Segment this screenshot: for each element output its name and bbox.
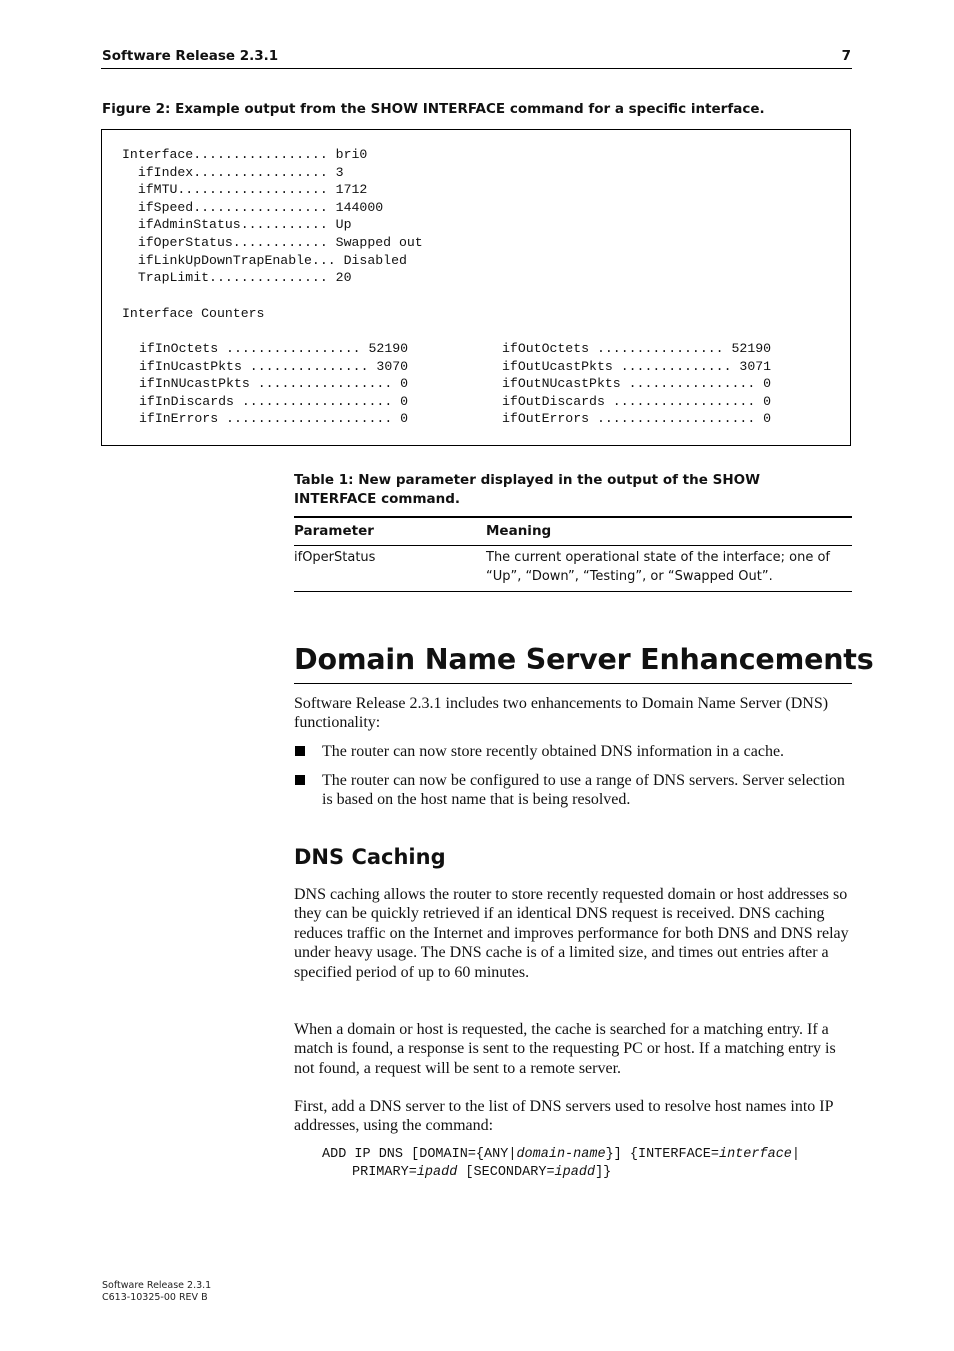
counter-line-in: ifInUcastPkts ............... 3070: [139, 358, 409, 374]
code-output-box: [101, 129, 851, 446]
code-line: ifIndex................. 3: [122, 164, 344, 180]
page-number: 7: [841, 48, 851, 64]
code-line: ifOperStatus............ Swapped out: [122, 235, 423, 250]
command-syntax-line-1: ADD IP DNS [DOMAIN={ANY|domain-name}] {INTERFACE=interface|: [322, 1147, 801, 1162]
table-caption: Table 1: New parameter displayed in the output of the SHOW INTERFACE command.: [294, 472, 760, 507]
table-header-parameter: Parameter: [294, 523, 374, 539]
table-cell-meaning: The current operational state of the interface; one of “Up”, “Down”, “Testing”, or “Swapped Out”.: [486, 550, 831, 584]
code-line: Interface Counters: [122, 306, 265, 321]
paragraph: When a domain or host is requested, the cache is searched for a matching entry. If a match is found, a response is sent to the requesting PC or host. If a matching entry is not found, a request will be sent to a remote server.: [294, 1021, 836, 1077]
footer-doc-number: C613-10325-00 REV B: [102, 1292, 208, 1303]
section-heading-rule: [294, 683, 852, 684]
counter-line-out: ifOutErrors .................... 0: [502, 411, 772, 427]
figure-caption: Figure 2: Example output from the SHOW INTERFACE command for a specific interface.: [102, 101, 765, 117]
section-heading: Domain Name Server Enhancements: [294, 643, 874, 676]
paragraph: DNS caching allows the router to store recently requested domain or host addresses so they can be quickly retrieved if an identical DNS request is received. DNS caching reduces traffic on the Internet and improves performance for both DNS and DNS relay under heavy usage. The DNS cache is of a limited size, and times out entries after a specified period of up to 60 minutes.: [294, 886, 849, 981]
counter-line-in: ifInOctets ................. 52190: [139, 341, 409, 356]
counter-line-out: ifOutNUcastPkts ................ 0: [502, 376, 772, 392]
code-line: ifMTU................... 1712: [122, 182, 368, 198]
counter-line-out: ifOutUcastPkts .............. 3071: [502, 358, 772, 374]
code-line: Interface................. bri0: [122, 147, 368, 162]
counter-line-in: ifInErrors ..................... 0: [139, 411, 409, 427]
table-header-rule: [294, 545, 852, 546]
code-line: ifLinkUpDownTrapEnable... Disabled: [122, 252, 407, 268]
counter-line-out: ifOutDiscards .................. 0: [502, 393, 772, 409]
footer-release: Software Release 2.3.1: [102, 1280, 212, 1291]
code-line: TrapLimit............... 20: [122, 270, 352, 286]
code-line: ifAdminStatus........... Up: [122, 217, 352, 233]
command-syntax-line-2: PRIMARY=ipadd [SECONDARY=ipadd]}: [352, 1164, 612, 1180]
table-bottom-rule: [294, 591, 852, 592]
bullet-item: The router can now be configured to use a range of DNS servers. Server selection is based on the host name that is being resolved.: [322, 772, 845, 809]
section-intro: Software Release 2.3.1 includes two enhancements to Domain Name Server (DNS) functionality:: [294, 695, 829, 732]
table-cell-parameter: ifOperStatus: [294, 550, 376, 565]
bullet-square-icon: [295, 746, 305, 756]
bullet-square-icon: [295, 775, 305, 785]
table-top-rule: [294, 516, 852, 518]
paragraph: First, add a DNS server to the list of DNS servers used to resolve host names into IP addresses, using the command:: [294, 1098, 833, 1135]
running-header-title: Software Release 2.3.1: [102, 48, 279, 64]
counter-line-in: ifInDiscards ................... 0: [139, 393, 409, 409]
bullet-item: The router can now store recently obtained DNS information in a cache.: [322, 743, 785, 760]
subsection-heading: DNS Caching: [294, 845, 446, 869]
counter-line-in: ifInNUcastPkts ................. 0: [139, 376, 409, 392]
code-line: ifSpeed................. 144000: [122, 199, 384, 215]
counter-line-out: ifOutOctets ................ 52190: [502, 341, 772, 356]
header-rule: [101, 68, 852, 69]
table-header-meaning: Meaning: [486, 523, 552, 539]
